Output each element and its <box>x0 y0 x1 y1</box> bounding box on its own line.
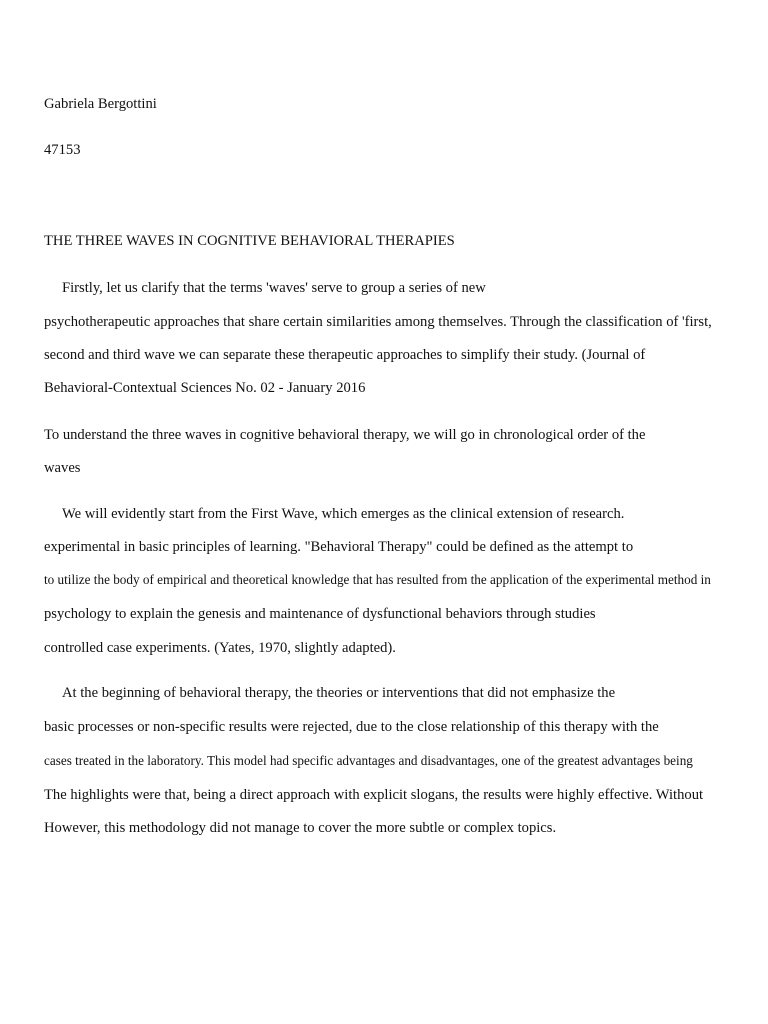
paragraph-line: second and third wave we can separate these therapeutic approaches to simplify their study. (Journal of <box>44 347 646 363</box>
paragraph-line: cases treated in the laboratory. This model had specific advantages and disadvantages, one of the greatest advantages being <box>44 753 693 768</box>
paragraph-line: psychology to explain the genesis and maintenance of dysfunctional behaviors through studies <box>44 606 596 622</box>
paragraph-line: We will evidently start from the First Wave, which emerges as the clinical extension of research. <box>62 506 625 522</box>
paragraph-line: waves <box>44 460 81 476</box>
paragraph-line: Firstly, let us clarify that the terms 'waves' serve to group a series of new <box>62 280 486 296</box>
paragraph-line: At the beginning of behavioral therapy, the theories or interventions that did not emphasize the <box>62 685 616 701</box>
paragraph-line: However, this methodology did not manage to cover the more subtle or complex topics. <box>44 820 557 836</box>
paragraph-line: To understand the three waves in cognitive behavioral therapy, we will go in chronological order of the <box>44 427 646 443</box>
author-name: Gabriela Bergottini <box>44 96 157 112</box>
paragraph-line: controlled case experiments. (Yates, 1970, slightly adapted). <box>44 640 396 656</box>
paragraph-line: basic processes or non-specific results were rejected, due to the close relationship of this therapy with the <box>44 719 659 735</box>
paragraph-line: to utilize the body of empirical and theoretical knowledge that has resulted from the application of the experimental method in <box>44 572 711 587</box>
paragraph-line: The highlights were that, being a direct approach with explicit slogans, the results were highly effective. Without <box>44 787 704 803</box>
document-title: THE THREE WAVES IN COGNITIVE BEHAVIORAL THERAPIES <box>44 233 455 249</box>
paragraph-line: experimental in basic principles of learning. "Behavioral Therapy" could be defined as the attempt to <box>44 539 634 555</box>
paragraph-line: psychotherapeutic approaches that share certain similarities among themselves. Through the classification of 'first, <box>44 314 712 330</box>
student-id: 47153 <box>44 142 81 158</box>
paragraph-line: Behavioral-Contextual Sciences No. 02 - January 2016 <box>44 380 366 396</box>
